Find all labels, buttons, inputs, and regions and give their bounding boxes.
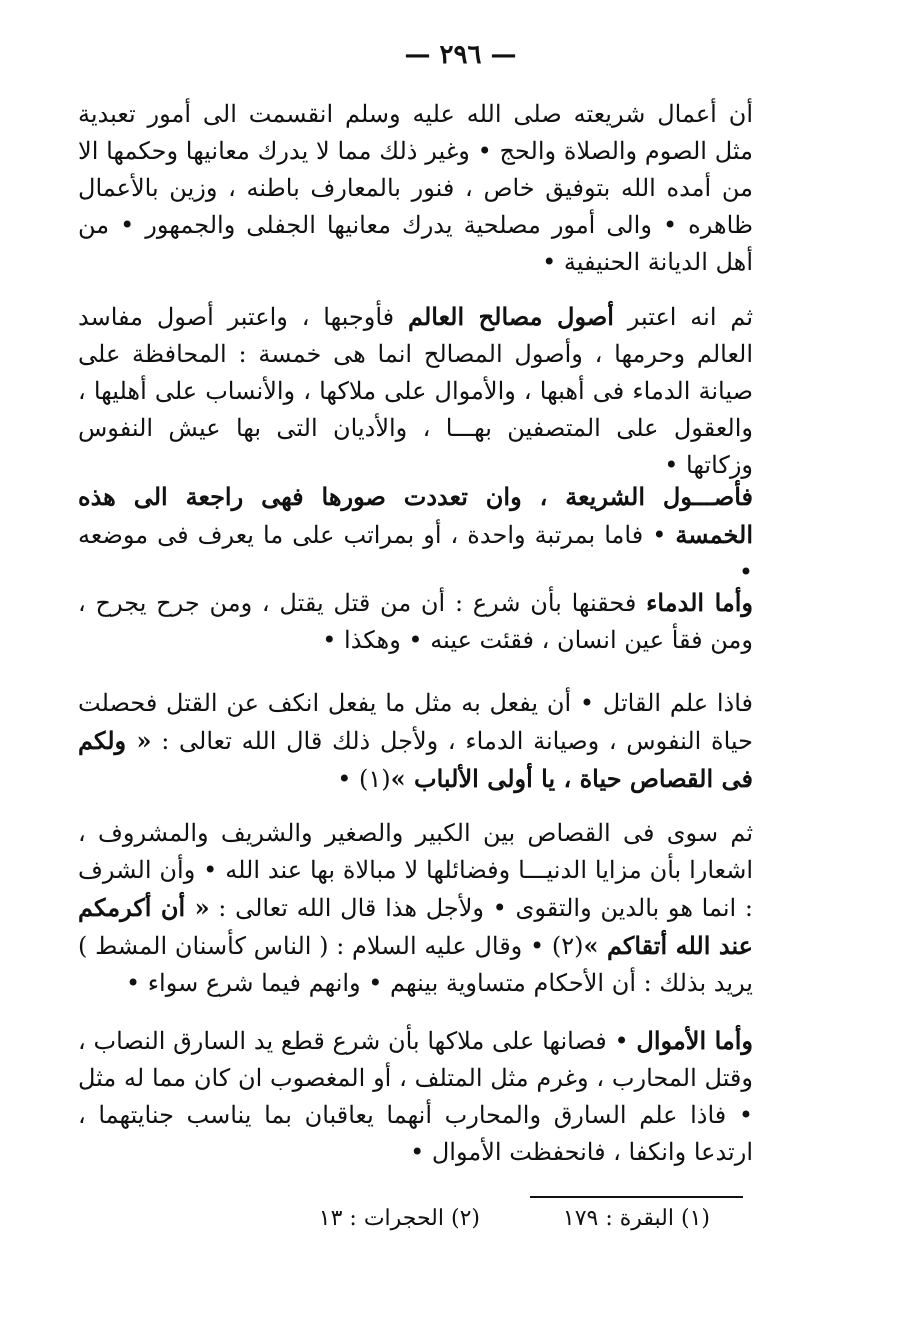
paragraph-6-rest: (٢) • وقال عليه السلام : ( الناس كأسنان المشط ) يريد بذلك : أن الأحكام متساوية بينهم • وانهم فيما شرع سواء • (78, 932, 753, 997)
paragraph-2-intro: ثم انه اعتبر (613, 303, 754, 331)
footnote-2: (٢) الحجرات : ١٣ (318, 1206, 480, 1231)
paragraph-6-quote: « أن أكرمكم عند الله أتقاكم » (78, 893, 753, 960)
paragraph-5 (78, 685, 753, 798)
footnote-separator (530, 1196, 743, 1198)
paragraph-6 (78, 815, 753, 1002)
paragraph-5-quote: « ولكم فى القصاص حياة ، يا أولى الألباب » (78, 726, 753, 793)
paragraph-3 (78, 478, 753, 591)
page-number: — ٢٩٦ — (404, 40, 517, 70)
paragraph-1: أن أعمال شريعته صلى الله عليه وسلم انقسمت الى أمور تعبدية مثل الصوم والصلاة والحج • وغير ذلك مما لا يدرك معانيها وحكمها الا من أمده الله بتوفيق خاص ، فنور بالمعارف باطنه ، وزين بالأعمال ظاهره • والى أمور مصلحية يدرك معانيها الجفلى والجمهور • من أهل الديانة الحنيفية • (78, 100, 754, 276)
paragraph-3-body: • فاما بمرتبة واحدة ، أو بمراتب على ما يعرف فى موضعه • (78, 521, 753, 586)
paragraph-3-bold: فأصـــول الشريعة ، وان تعددت صورها فهى راجعة الى هذه الخمسة (78, 482, 753, 549)
paragraph-7 (78, 1022, 753, 1171)
paragraph-4-bold: وأما الدماء (646, 588, 753, 617)
paragraph-5-body: فاذا علم القاتل • أن يفعل به مثل ما يفعل انكف عن القتل فحصلت حياة النفوس ، وصيانة الدماء ، ولأجل ذلك قال الله تعالى : (78, 689, 754, 755)
paragraph-4-body: فحقنها بأن شرع : أن من قتل يقتل ، ومن جرح يجرح ، ومن فقأ عين انسان ، فقئت عينه • وهكذا • (78, 589, 753, 654)
paragraph-6-body: ثم سوى فى القصاص بين الكبير والصغير والشريف والمشروف ، اشعارا بأن مزايا الدنيـــا وفضائلها لا مبالاة بها عند الله • وأن الشرف : انما هو بالدين والتقوى • ولأجل هذا قال الله تعالى : (78, 819, 754, 922)
paragraph-7-bold: وأما الأموال (636, 1026, 754, 1055)
paragraph-2-bold: أصول مصالح العالم (407, 302, 614, 331)
paragraph-4 (78, 584, 753, 659)
paragraph-5-ref: (١) • (337, 765, 391, 793)
paragraph-7-body: • فصانها على ملاكها بأن شرع قطع يد السارق النصاب ، وقتل المحارب ، وغرم مثل المتلف ، أو المغصوب ان كان مما له مثل • فاذا علم السارق والمحارب أنهما يعاقبان بما يناسب جنايتهما ، ارتدعا وانكفا ، فانحفظت الأموال • (78, 1027, 753, 1166)
paragraph-2 (78, 298, 753, 484)
paragraph-2-body: فأوجبها ، واعتبر أصول مفاسد العالم وحرمها ، وأصول المصالح انما هى خمسة : المحافظة على صيانة الدماء فى أهبها ، والأموال على ملاكها ، والأنساب على أهليها ، والعقول على المتصفين بهـــا ، والأديان التى بها عيش النفوس وزكاتها • (78, 303, 753, 479)
footnote-1: (١) البقرة : ١٧٩ (562, 1206, 710, 1231)
